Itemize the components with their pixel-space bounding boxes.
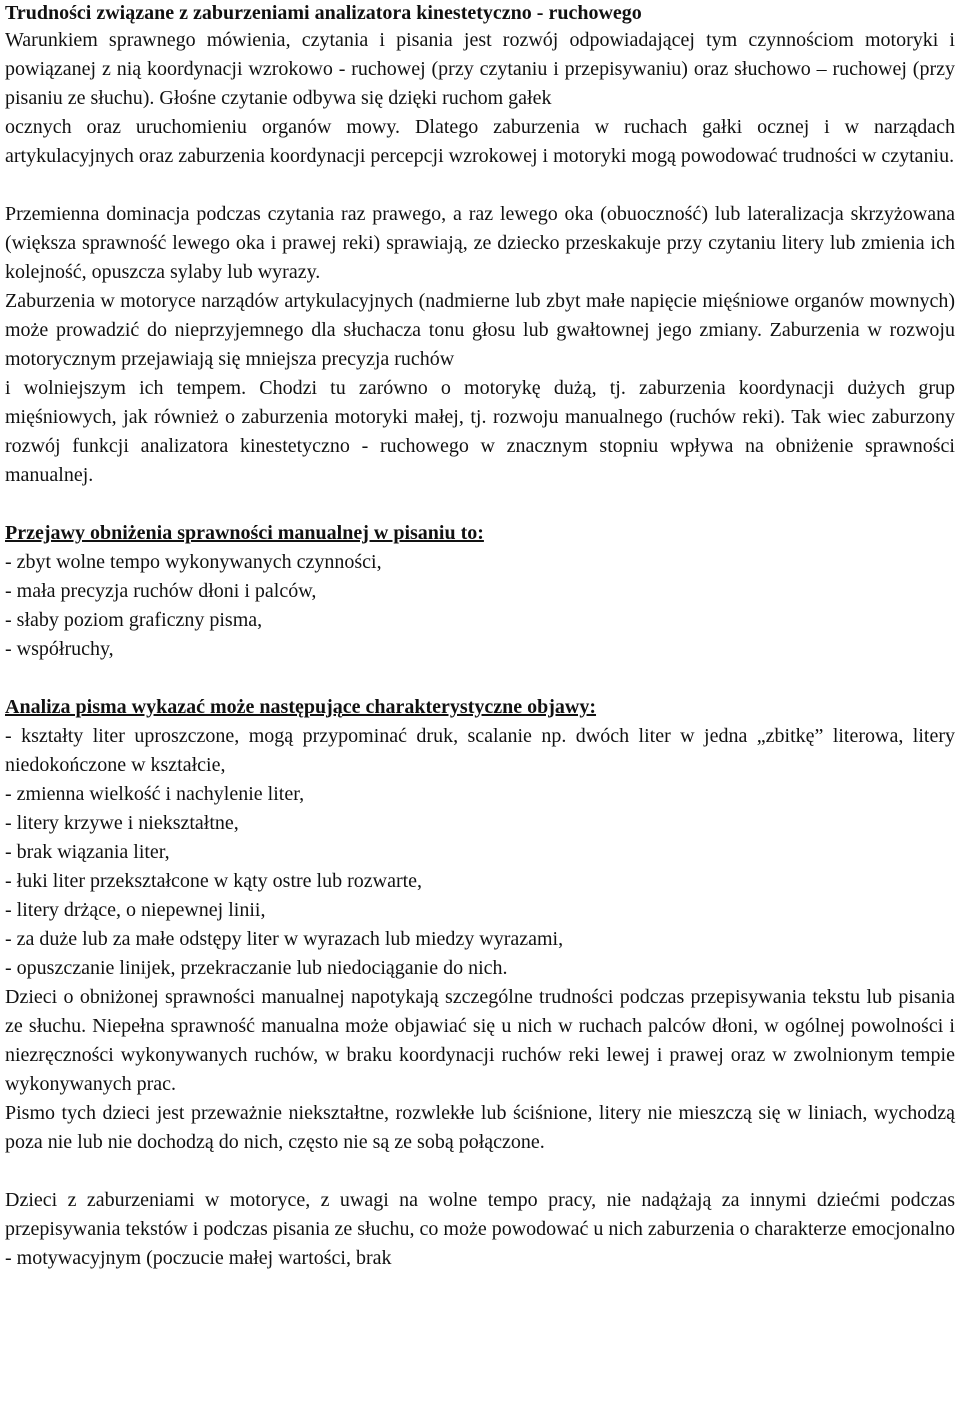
list-item: - litery drżące, o niepewnej linii,	[5, 899, 266, 921]
body-paragraph-6: Dzieci z zaburzeniami w motoryce, z uwagi na wolne tempo pracy, nie nadążają za innymi dziećmi podczas przepisywania tekstów i podczas pisania ze słuchu, co może powodować u nich zaburzenia o charakterze emocjonalno - motywacyjnym (poczucie małej wartości, brak	[5, 1189, 955, 1269]
list-item: - łuki liter przekształcone w kąty ostre lub rozwarte,	[5, 870, 423, 892]
paragraph-gap	[5, 664, 955, 693]
list-item: - słaby poziom graficzny pisma,	[5, 609, 263, 631]
body-paragraph-2: Zaburzenia w motoryce narządów artykulacyjnych (nadmierne lub zbyt małe napięcie mięśniowe organów mownych) może prowadzić do nieprzyjemnego dla słuchacza tonu głosu lub gwałtownej jego zmiany. Zaburzenia w rozwoju motorycznym przejawiają się mniejsza precyzja ruchów	[5, 290, 955, 370]
section-heading-manual-symptoms: Przejawy obniżenia sprawności manualnej w pisaniu to:	[5, 522, 484, 544]
section-heading-writing-analysis: Analiza pisma wykazać może następujące charakterystyczne objawy:	[5, 696, 597, 718]
list-item: - opuszczanie linijek, przekraczanie lub niedociąganie do nich.	[5, 957, 508, 979]
intro-paragraph-2: ocznych oraz uruchomieniu organów mowy. Dlatego zaburzenia w ruchach gałki ocznej i w narządach artykulacyjnych oraz zaburzenia koordynacji percepcji wzrokowej i motoryki mogą powodować trudności w czytaniu.	[5, 116, 955, 167]
list-item: - kształty liter uproszczone, mogą przypominać druk, scalanie np. dwóch liter w jedna „zbitkę” literowa, litery niedokończone w kształcie,	[5, 725, 955, 776]
manual-symptoms-list	[5, 548, 955, 664]
paragraph-gap	[5, 490, 955, 519]
body-paragraph-3: i wolniejszym ich tempem. Chodzi tu zarówno o motorykę dużą, tj. zaburzenia koordynacji dużych grup mięśniowych, jak również o zaburzenia motoryki małej, tj. rozwoju manualnego (ruchów reki). Tak wiec zaburzony rozwój funkcji analizatora kinestetyczno - ruchowego w znacznym stopniu wpływa na obniżenie sprawności manualnej.	[5, 377, 955, 486]
intro-paragraph-1: Warunkiem sprawnego mówienia, czytania i pisania jest rozwój odpowiadającej tym czynnościom motoryki i powiązanej z nią koordynacji wzrokowo - ruchowej (przy czytaniu i przepisywaniu) oraz słuchowo – ruchowej (przy pisaniu ze słuchu). Głośne czytanie odbywa się dzięki ruchom gałek	[5, 29, 955, 109]
body-paragraph-4: Dzieci o obniżonej sprawności manualnej napotykają szczególne trudności podczas przepisywania tekstu lub pisania ze słuchu. Niepełna sprawność manualna może objawiać się u nich w ruchach palców dłoni, w ogólnej powolności i niezręczności wykonywanych ruchów, w braku koordynacji ruchów reki lewej i prawej oraz w zwolnionym tempie wykonywanych prac.	[5, 986, 955, 1095]
list-item: - zmienna wielkość i nachylenie liter,	[5, 783, 305, 805]
list-item: - brak wiązania liter,	[5, 841, 170, 863]
list-item: - współruchy,	[5, 638, 114, 660]
list-item: - mała precyzja ruchów dłoni i palców,	[5, 580, 317, 602]
list-item: - zbyt wolne tempo wykonywanych czynności,	[5, 551, 382, 573]
list-item: - litery krzywe i niekształtne,	[5, 812, 239, 834]
body-paragraph-5: Pismo tych dzieci jest przeważnie niekształtne, rozwlekłe lub ściśnione, litery nie mieszczą się w liniach, wychodzą poza nie lub nie dochodzą do nich, często nie są ze sobą połączone.	[5, 1102, 955, 1153]
page-title: Trudności związane z zaburzeniami analizatora kinestetyczno - ruchowego	[5, 2, 642, 24]
paragraph-gap	[5, 1157, 955, 1186]
writing-analysis-list	[5, 722, 955, 983]
body-paragraph-1: Przemienna dominacja podczas czytania raz prawego, a raz lewego oka (obuoczność) lub lateralizacja skrzyżowana (większa sprawność lewego oka i prawej reki) sprawiają, ze dziecko przeskakuje przy czytaniu litery lub zmienia ich kolejność, opuszcza sylaby lub wyrazy.	[5, 203, 955, 283]
list-item: - za duże lub za małe odstępy liter w wyrazach lub miedzy wyrazami,	[5, 928, 564, 950]
paragraph-gap	[5, 171, 955, 200]
